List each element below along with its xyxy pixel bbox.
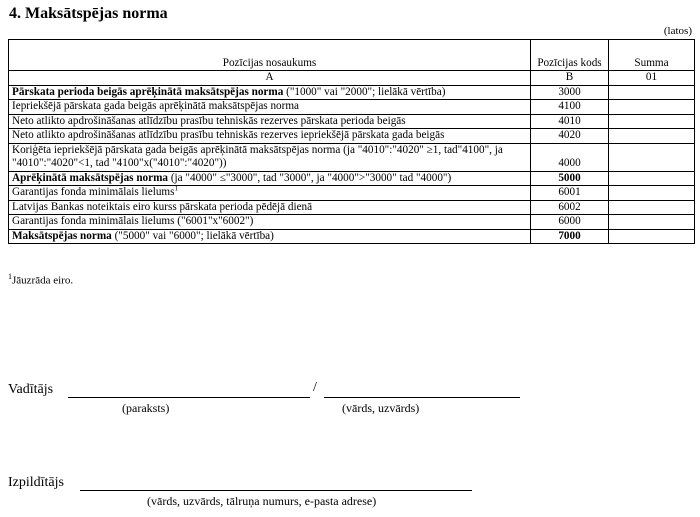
row-name-text: Iepriekšējā pārskata gada beigās aprēķinātā maksātspējas norma (12, 100, 300, 112)
row-sum-cell[interactable] (609, 114, 695, 129)
row-sum-cell[interactable] (609, 143, 695, 171)
row-code: 6002 (531, 200, 609, 215)
row-sum-cell[interactable] (609, 85, 695, 100)
row-name (9, 100, 531, 115)
row-name (9, 114, 531, 129)
table-row (9, 186, 695, 201)
page-title: 4. Maksātspējas norma (9, 5, 168, 22)
header-row (9, 40, 695, 71)
row-sum-cell[interactable] (609, 229, 695, 244)
name-caption: (vārds, uzvārds) (342, 401, 420, 415)
row-code: 4000 (531, 143, 609, 171)
row-name (9, 200, 531, 215)
row-name-bold: Maksātspējas norma (12, 229, 112, 242)
solvency-table (8, 39, 695, 244)
letter-01: 01 (609, 71, 695, 86)
row-code: 7000 (531, 229, 609, 244)
unit-label: (latos) (663, 25, 692, 37)
row-sum-cell[interactable] (609, 129, 695, 144)
letter-a: A (9, 71, 531, 86)
row-code: 4010 (531, 114, 609, 129)
row-name-text: Latvijas Bankas noteiktais eiro kurss pārskata perioda pēdējā dienā (12, 200, 313, 213)
row-code: 4100 (531, 100, 609, 115)
row-footnote-mark: 1 (174, 184, 178, 193)
row-name (9, 229, 531, 244)
row-name (9, 171, 531, 186)
row-name (9, 186, 531, 201)
table-row (9, 129, 695, 144)
row-sum-cell[interactable] (609, 215, 695, 230)
row-name-bold: Pārskata perioda beigās aprēķinātā maksātspējas norma (12, 85, 284, 98)
row-name (9, 129, 531, 144)
name-line (324, 397, 520, 398)
row-code: 6001 (531, 186, 609, 201)
executor-label: Izpildītājs (8, 475, 64, 490)
table-row (9, 229, 695, 244)
manager-label: Vadītājs (8, 382, 54, 397)
row-code: 6000 (531, 215, 609, 230)
executor-caption: (vārds, uzvārds, tālruņa numurs, e-pasta adrese) (147, 494, 377, 508)
row-name-text: Garantijas fonda minimālais lielums ("6001"x"6002") (12, 215, 254, 227)
table-row (9, 215, 695, 230)
table-row (9, 171, 695, 186)
row-name (9, 215, 531, 230)
row-sum-cell[interactable] (609, 200, 695, 215)
footnote-text: Jāuzrāda eiro. (12, 274, 74, 287)
header-name: Pozīcijas nosaukums (9, 40, 531, 71)
letters-row (9, 71, 695, 86)
row-name-bold: Aprēķinātā maksātspējas norma (12, 171, 169, 184)
row-name-text: Garantijas fonda minimālais lielums (12, 186, 175, 198)
row-name-text: (ja "4000" ≤"3000", tad "3000", ja "4000">"3000" tad "4000") (168, 171, 452, 184)
header-sum: Summa (609, 40, 695, 71)
row-sum-cell[interactable] (609, 100, 695, 115)
footnote-mark: 1 (8, 272, 12, 281)
signature-caption: (paraksts) (122, 401, 170, 415)
signature-line (68, 397, 310, 398)
row-name (9, 85, 531, 100)
row-code: 4020 (531, 129, 609, 144)
row-name-text: ("1000" vai "2000"; lielākā vērtība) (283, 85, 446, 98)
row-sum-cell[interactable] (609, 171, 695, 186)
slash: / (313, 380, 317, 395)
table-row (9, 114, 695, 129)
table-row (9, 143, 695, 171)
table-row (9, 200, 695, 215)
row-code: 3000 (531, 85, 609, 100)
row-name (9, 143, 531, 171)
table-row (9, 100, 695, 115)
row-code: 5000 (531, 171, 609, 186)
header-code: Pozīcijas kods (531, 40, 609, 71)
row-name-text: Neto atlikto apdrošināšanas atlīdzību prasību tehniskās rezerves pārskata perioda beigās (12, 114, 406, 127)
letter-b: B (531, 71, 609, 86)
row-name-text: Koriģēta iepriekšējā pārskata gada beigās aprēķinātā maksātspējas norma (ja "4010":"4020" ≥1, tad"4100", ja "4010":"4020"<1, tad "4100"x("4010":"4020")) (12, 143, 503, 169)
row-name-text: Neto atlikto apdrošināšanas atlīdzību prasību tehniskās rezerves iepriekšējā pārskata gada beigās (12, 129, 445, 141)
row-sum-cell[interactable] (609, 186, 695, 201)
executor-line (80, 490, 472, 491)
row-name-text: ("5000" vai "6000"; lielākā vērtība) (111, 229, 274, 242)
table-row (9, 85, 695, 100)
footnote (8, 272, 73, 287)
